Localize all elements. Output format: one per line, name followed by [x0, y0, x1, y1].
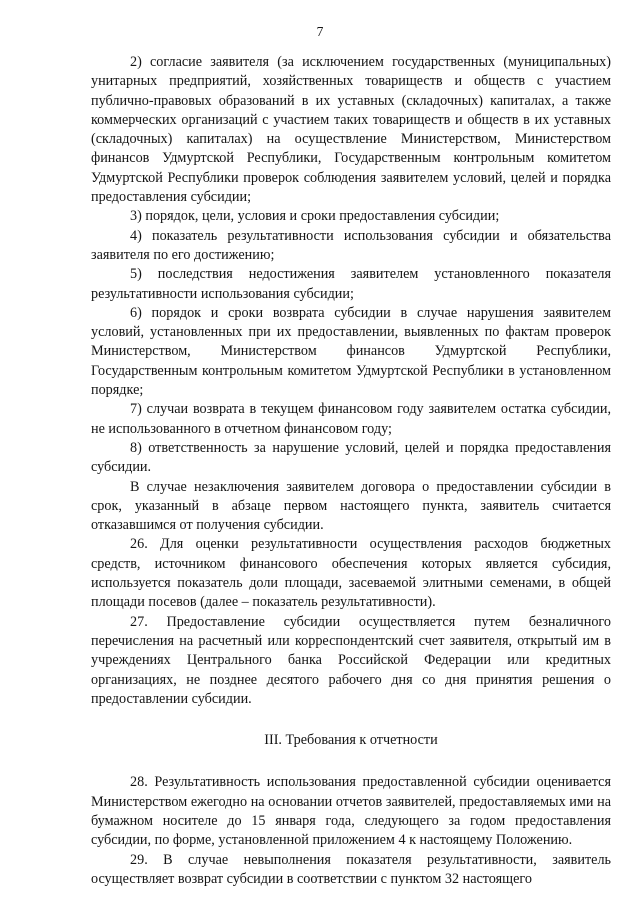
clause-29: 29. В случае невыполнения показателя результативности, заявитель осуществляет возврат субсидии в соответствии с пунктом 32 настоящего	[91, 851, 611, 887]
page-number: 7	[316, 24, 324, 39]
section-heading: III. Требования к отчетности	[264, 732, 438, 749]
list-item-8: 8) ответственность за нарушение условий, целей и порядка предоставления субсидии.	[91, 439, 611, 476]
list-item-3: 3) порядок, цели, условия и сроки предоставления субсидии;	[130, 208, 500, 225]
document-body	[91, 53, 611, 889]
list-item-6: 6) порядок и сроки возврата субсидии в случае нарушения заявителем условий, установленных при их предоставлении, выявленных по фактам проверок Министерством, Министерством финансов Удмуртской Республики, Государственным контрольным комитетом Удмуртской Республики в установленном порядке;	[91, 304, 611, 399]
list-item-2: 2) согласие заявителя (за исключением государственных (муниципальных) унитарных предприятий, хозяйственных товариществ и обществ с участием публично-правовых образований в их уставных (складочных) капиталах, а также коммерческих организаций с участием таких товариществ и обществ в их уставных (складочных) капиталах) на осуществление Министерством, Министерством финансов Удмуртской Республики, Государственным контрольным комитетом Удмуртской Республики проверок соблюдения заявителем условий, целей и порядка предоставления субсидии;	[91, 54, 611, 206]
clause-26: 26. Для оценки результативности осуществления расходов бюджетных средств, источником финансового обеспечения которых является субсидия, используется показатель доли площади, засеваемой элитными семенами, в общей площади посевов (далее – показатель результативности).	[91, 536, 611, 611]
clause-27: 27. Предоставление субсидии осуществляется путем безналичного перечисления на расчетный или корреспондентский счет заявителя, открытый им в учреждениях Центрального банка Российской Федерации или кредитных организациях, не позднее десятого рабочего дня со дня принятия решения о предоставлении субсидии.	[91, 613, 611, 707]
clause-28: 28. Результативность использования предоставленной субсидии оценивается Министерством ежегодно на основании отчетов заявителей, предоставляемых ими на бумажном носителе до 15 января года, следующего за годом предоставления субсидии, по форме, установленной приложением 4 к настоящему Положению.	[91, 774, 611, 849]
list-item-4: 4) показатель результативности использования субсидии и обязательства заявителя по его достижению;	[91, 227, 611, 263]
list-item-7: 7) случаи возврата в текущем финансовом году заявителем остатка субсидии, не использованного в отчетном финансовом году;	[91, 401, 611, 437]
list-item-5: 5) последствия недостижения заявителем установленного показателя результативности использования субсидии;	[91, 266, 611, 302]
paragraph-non-conclusion: В случае незаключения заявителем договора о предоставлении субсидии в срок, указанный в абзаце первом настоящего пункта, заявитель считается отказавшимся от получения субсидии.	[91, 478, 611, 534]
